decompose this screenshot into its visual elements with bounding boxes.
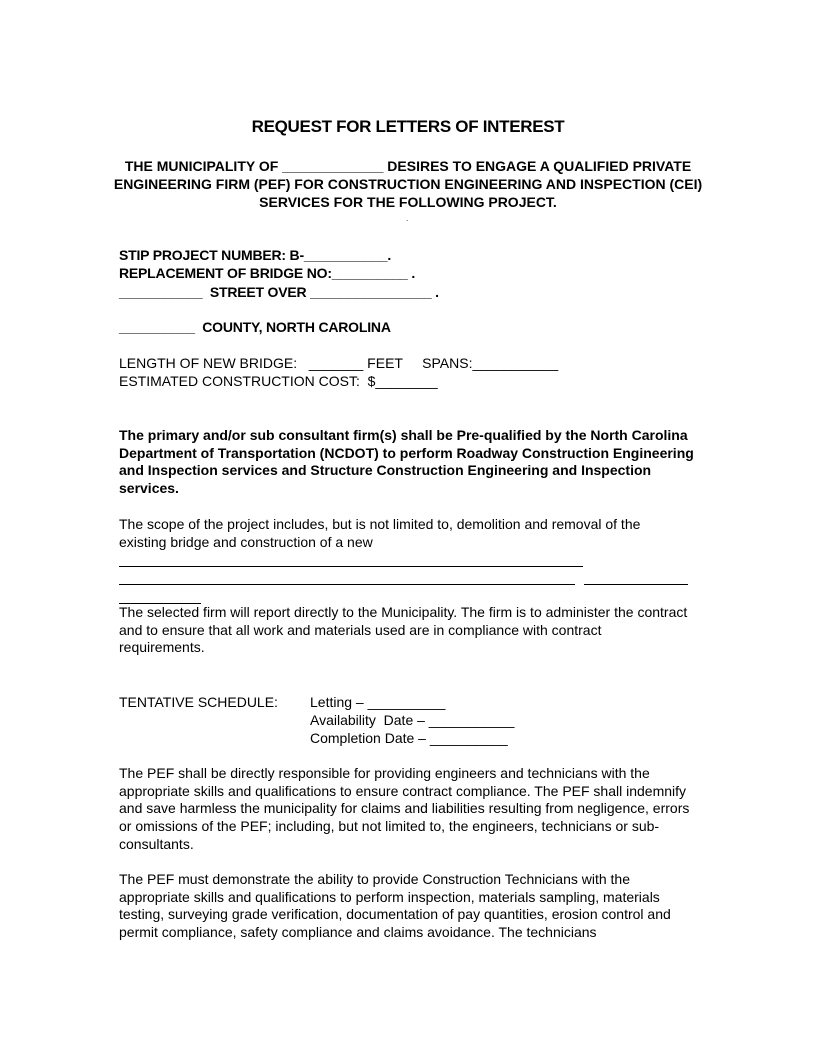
blank-line bbox=[119, 566, 583, 567]
stray-dot: . bbox=[406, 214, 409, 223]
document-title: REQUEST FOR LETTERS OF INTEREST bbox=[251, 117, 565, 136]
stip-project-number: STIP PROJECT NUMBER: B-___________. bbox=[119, 247, 392, 263]
document-subtitle: THE MUNICIPALITY OF _____________ DESIRES TO ENGAGE A QUALIFIED PRIVATE ENGINEERING FIRM (PEF) FOR CONSTRUCTION ENGINEERING AND INSPECTION (CEI) SERVICES FOR THE FOLLOWING PROJECT. bbox=[113, 158, 703, 210]
pef-technicians-paragraph: The PEF must demonstrate the ability to provide Construction Technicians with the appropriate skills and qualifications to perform inspection, materials sampling, materials testing, surveying grade verification, documentation of pay quantities, erosion control and permit compliance, safety compliance and claims avoidance. The technicians bbox=[119, 871, 671, 941]
county-line: __________ COUNTY, NORTH CAROLINA bbox=[119, 319, 391, 335]
schedule-completion: Completion Date – __________ bbox=[310, 730, 508, 746]
street-over: ___________ STREET OVER ________________ . bbox=[119, 284, 439, 300]
bridge-length: LENGTH OF NEW BRIDGE: _______ FEET SPANS:___________ bbox=[119, 355, 559, 371]
blank-line bbox=[584, 584, 688, 585]
schedule-label: TENTATIVE SCHEDULE: bbox=[119, 694, 278, 710]
pef-responsibility-paragraph: The PEF shall be directly responsible for providing engineers and technicians with the appropriate skills and qualifications to ensure contract compliance. The PEF shall indemnify and save harmless the municipality for claims and liabilities resulting from negligence, errors or omissions of the PEF; including, but not limited to, the engineers, technicians or sub-consultants. bbox=[119, 765, 690, 852]
blank-line bbox=[119, 584, 575, 585]
construction-cost: ESTIMATED CONSTRUCTION COST: $________ bbox=[119, 373, 438, 389]
schedule-availability: Availability Date – ___________ bbox=[310, 712, 515, 728]
bridge-number: REPLACEMENT OF BRIDGE NO:__________ . bbox=[119, 265, 416, 281]
schedule-letting: Letting – __________ bbox=[310, 694, 446, 710]
reporting-paragraph: The selected firm will report directly to the Municipality. The firm is to administer the contract and to ensure that all work and materials used are in compliance with contract requirements. bbox=[119, 604, 688, 656]
prequalification-paragraph: The primary and/or sub consultant firm(s) shall be Pre-qualified by the North Carolina Department of Transportation (NCDOT) to perform Roadway Construction Engineering and Inspection services and Structure Construction Engineering and Inspection services. bbox=[119, 427, 694, 497]
scope-paragraph: The scope of the project includes, but is not limited to, demolition and removal of the existing bridge and construction of a new bbox=[119, 516, 641, 550]
